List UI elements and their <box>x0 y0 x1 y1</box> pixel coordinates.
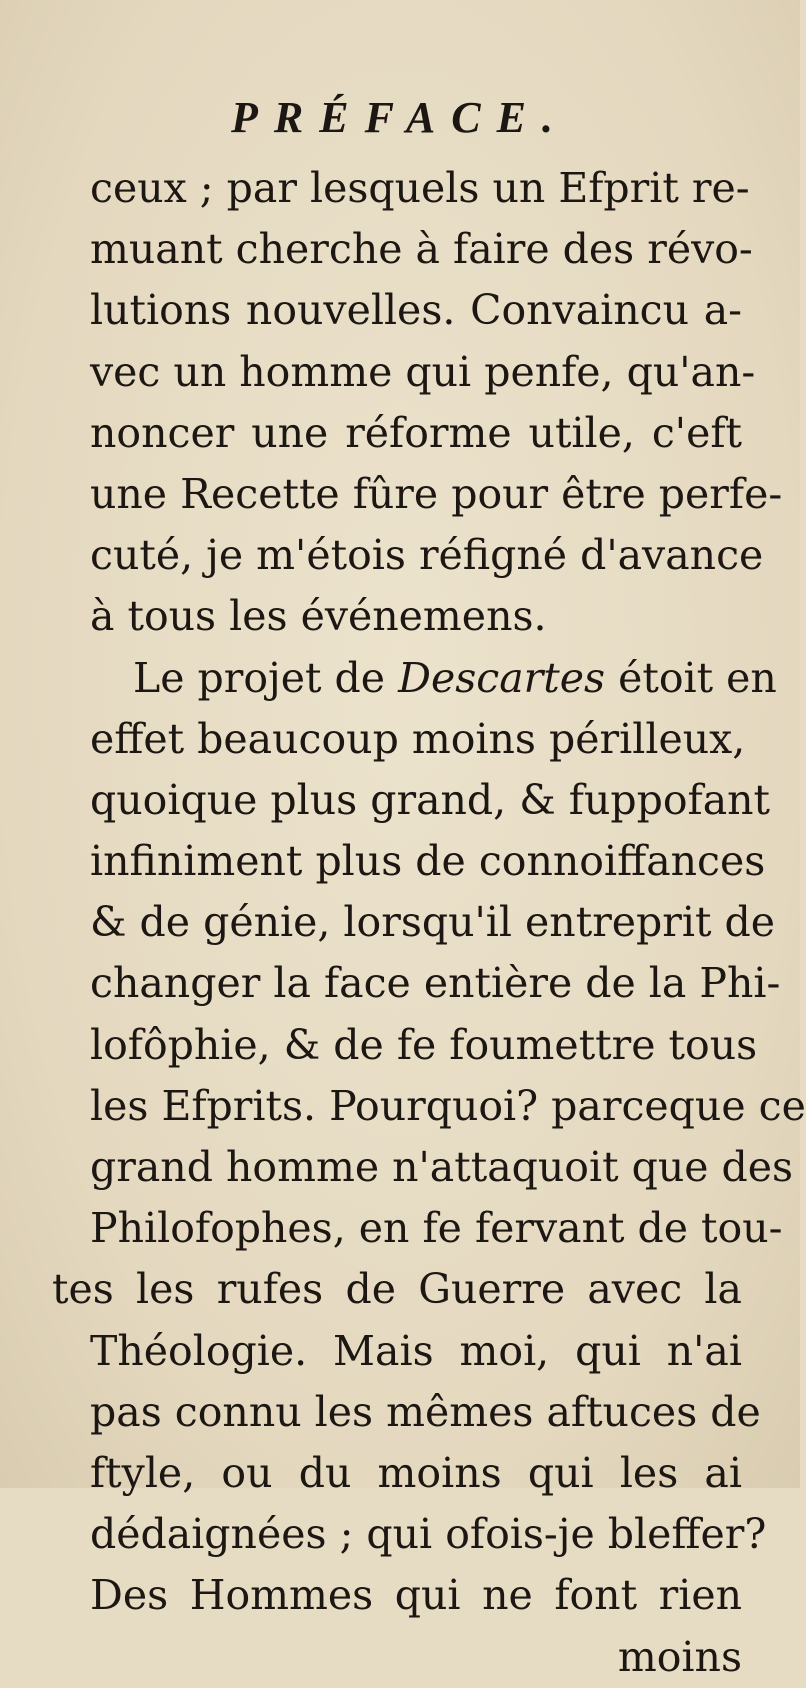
text-line: noncer une réforme utile, c'eft <box>90 408 742 457</box>
text-line: & de génie, lorsqu'il entreprit de <box>90 898 776 947</box>
text-line: ceux ; par lesquels un Efprit re- <box>90 164 750 212</box>
text-line: à tous les événemens. <box>90 592 547 641</box>
paragraph-rest: étoit en <box>605 653 777 702</box>
text-line: pas connu les mêmes aftuces de <box>90 1387 761 1436</box>
text-line: une Recette fûre pour être perfe- <box>90 469 783 518</box>
text-line: Des Hommes qui ne font rien <box>90 1571 742 1620</box>
text-line: changer la face entière de la Phi- <box>90 959 781 1008</box>
body-text <box>52 158 806 1688</box>
text-line: lutions nouvelles. Convaincu a- <box>90 286 742 335</box>
text-line: vec un homme qui penfe, qu'an- <box>90 347 756 396</box>
text-line: ftyle, ou du moins qui les ai <box>90 1448 742 1497</box>
paragraph-lead: Le projet de <box>133 653 399 702</box>
text-line: les Efprits. Pourquoi? parceque ce <box>90 1081 806 1130</box>
text-line: lofôphie, & de fe foumettre tous <box>90 1020 758 1069</box>
text-line: quoique plus grand, & fuppofant <box>90 775 771 824</box>
author-name: Descartes <box>398 653 606 702</box>
running-title: PRÉFACE. <box>231 93 569 142</box>
catchword: moins <box>617 1632 742 1681</box>
text-line: infiniment plus de connoiffances <box>90 837 766 886</box>
paragraph-start-line <box>90 648 777 709</box>
text-line: tes les rufes de Guerre avec la <box>52 1265 742 1314</box>
text-line: Philofophes, en fe fervant de tou- <box>90 1204 783 1253</box>
text-line: grand homme n'attaquoit que des <box>90 1143 794 1191</box>
text-line: Théologie. Mais moi, qui n'ai <box>90 1326 742 1375</box>
text-line: effet beaucoup moins périlleux, <box>90 714 746 763</box>
text-line: dédaignées ; qui ofois-je bleffer? <box>90 1510 767 1559</box>
text-line: cuté, je m'étois réfigné d'avance <box>90 531 764 580</box>
text-line: muant cherche à faire des révo- <box>90 225 753 274</box>
